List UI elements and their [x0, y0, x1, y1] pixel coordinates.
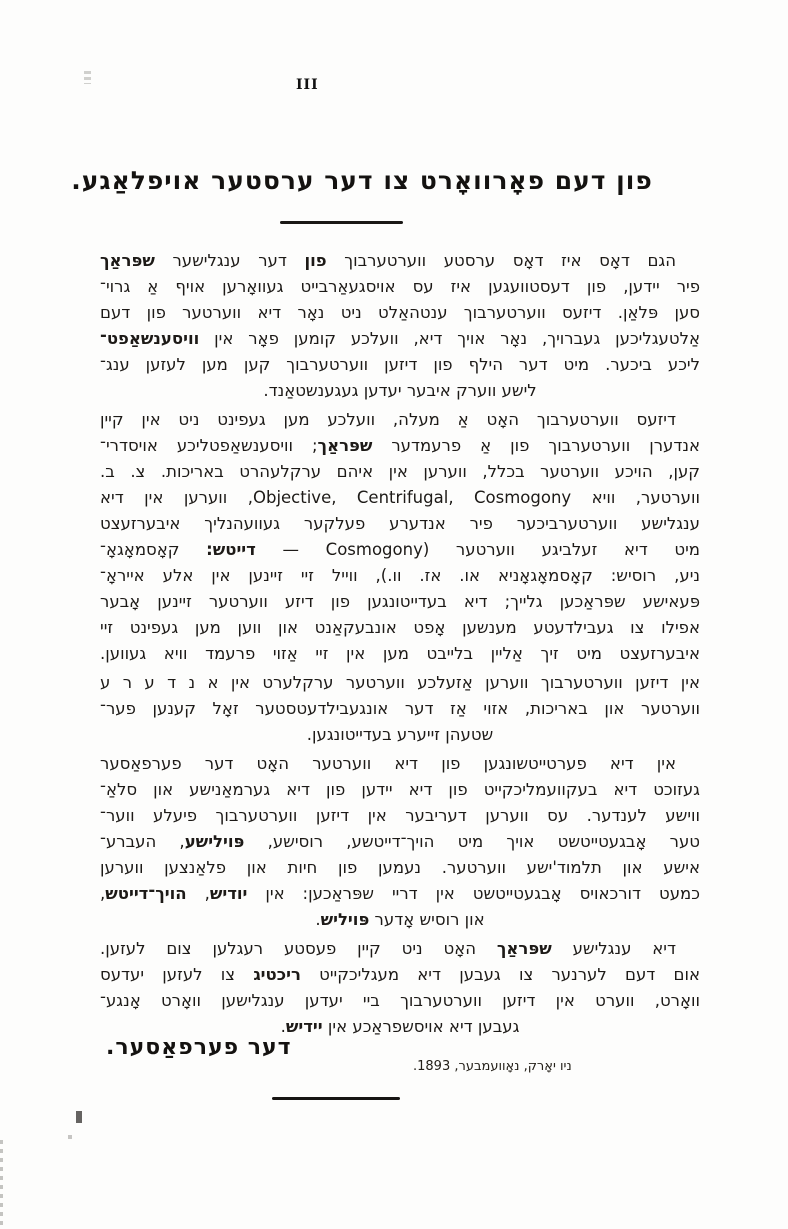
paragraph-2 — [100, 407, 700, 667]
preface-body-text — [100, 248, 700, 1040]
text-line: געזוכט דיא בעקוועמליכקייט פון דיא יידען פון דיא גערמאַנישע און סלאַ־ — [100, 780, 700, 799]
text-line: ענגלישע ווערטערביכער פיר אנדערע פעלקער געוועהנליך איבערזעצט — [100, 514, 700, 533]
text-line: אַלטעגליכען געברויך, נאָר אויך דיא, וועלכע קומען פאָר אין וויסענשאַפט־ — [100, 329, 700, 348]
text-line: פּעאישע שפּראַכען גלייך; דיא בעדייטונגען פון דיזע ווערטער זיינען אָבער — [100, 592, 700, 611]
text-line: הגם דאָס איז דאָס ערסטע ווערטערבוך פון דער ענגלישער שפּראַך — [100, 251, 676, 270]
text-line: מיט דיא זעלביגע ווערטער (Cosmogony — דייטש: קאָסמאָגאָ־ — [100, 540, 700, 559]
text-line: אישע און תלמוד'ישע ווערטער. נעמען פון חיות און פלאַנצען ווערען — [100, 858, 700, 877]
page-title: פון דעם פאָרוואָרט צו דער ערסטער אויפלאַגע. — [71, 166, 653, 195]
text-line: ווערטער, וויא Objective, Centrifugal, Cosmogony, ווערען אין דיא — [100, 488, 701, 507]
text-line: קען, הויכע ווערטער בכלל, ווערען אין איהם ערקלעהרט באריכות. צ. ב. — [100, 462, 700, 481]
text-line: טער אָבגעטייטשט אויך מיט הויך־דייטשע, רוסישע, פּוילישע, העברע־ — [100, 832, 701, 851]
scan-artifact — [68, 1135, 72, 1139]
text-line: כמעט דורכאויס אָבגעטייטשט אין דריי שפּראַכען: אין יודיש, הויך־דייטש, — [100, 884, 700, 903]
scan-artifact — [76, 1111, 82, 1123]
text-line: אנדערן ווערטערבוך פון אַ פרעמדער שפּראַך; וויסענשאַפטליכע אויסדרי־ — [100, 436, 700, 455]
text-line: ווערטער און באריכות, אזוי אַז דער אונגעבילדעטסטער זאָל קענען פער־ — [100, 699, 700, 718]
author-signature: דער פערפאַסער. — [106, 1035, 292, 1060]
paragraph-3 — [100, 670, 700, 748]
text-line: דיזעס ווערטערבוך האָט אַ מעלה, וועלכע מען געפינט ניט אין קיין — [100, 410, 676, 429]
scan-artifact — [84, 71, 91, 84]
text-line: אום דעם לערנער צו געבען דיא מעגליכקייט ריכטיג צו לעזען יעדעס — [100, 965, 700, 984]
text-line: אפילו צו געבילדעטע מענשען אָפט אונבעקאַנט און ווען מען געפינט זיי — [100, 618, 700, 637]
title-divider-rule — [280, 221, 403, 224]
scan-artifact — [0, 1140, 3, 1229]
text-line: געבען דיא אויסשפראַכע אין יידיש. — [280, 1017, 520, 1036]
text-line: אין דיזען ווערטערבוך ווערען אַזעלכע ווערטער ערקלערט אין א נ ד ע ר ע — [100, 673, 700, 692]
end-divider-rule — [272, 1097, 400, 1100]
text-line: שטעהן זייערע בעדייטונגען. — [306, 725, 494, 744]
paragraph-4 — [100, 751, 700, 933]
paragraph-5 — [100, 936, 700, 1040]
text-line: דיא ענגלישע שפּראַך האָט ניט קיין פעסטע רעגלען צום לעזען. — [100, 939, 676, 958]
text-line: ווישע לענדער. עס ווערען דעריבער אין דיזען ווערטערבוך פיעלע ווער־ — [100, 806, 700, 825]
text-line: סען פּלאַן. דיזעס ווערטערבוך ענטהאַלט ניט נאָר דיא ווערטער פון דעם — [100, 303, 700, 322]
paragraph-1 — [100, 248, 700, 404]
page-number: III — [296, 77, 319, 93]
text-line: און רוסיש אָדער פּויליש. — [315, 910, 485, 929]
text-line: אין דיא פערטייטשונגען פון דיא ווערטער האָט דער פערפאַסער — [100, 754, 676, 773]
place-date-line: ניו יאָרק, נאָוועמבער, 1893. — [413, 1059, 572, 1074]
text-line: ניע, רוסיש: קאָסמאָגאָניא או. אז. וו.), ווייל זיי זיינען אין אלע אייראָ־ — [100, 566, 700, 585]
text-line: וואָרט, ווערט אין דיזען ווערטערבוך ביי יעדען ענגלישען וואָרט אָנגע־ — [100, 991, 700, 1010]
text-line: איבערזעצט מיט זיך אַליין בלייבט מען אין זיי אַזוי פרעמד וויא געווען. — [100, 644, 700, 663]
text-line: לישע ווערק איבער יעדען געגענשטאַנד. — [263, 381, 537, 400]
text-line: ליכע ביכער. מיט דער הילף פון דיזען ווערטערבוך קען מען לעזען ענג־ — [100, 355, 700, 374]
text-line: פיר יידען, פון דעסטוועגען איז עס אויסגעאַרבייט געוואָרען אויף אַ גרוי־ — [100, 277, 700, 296]
